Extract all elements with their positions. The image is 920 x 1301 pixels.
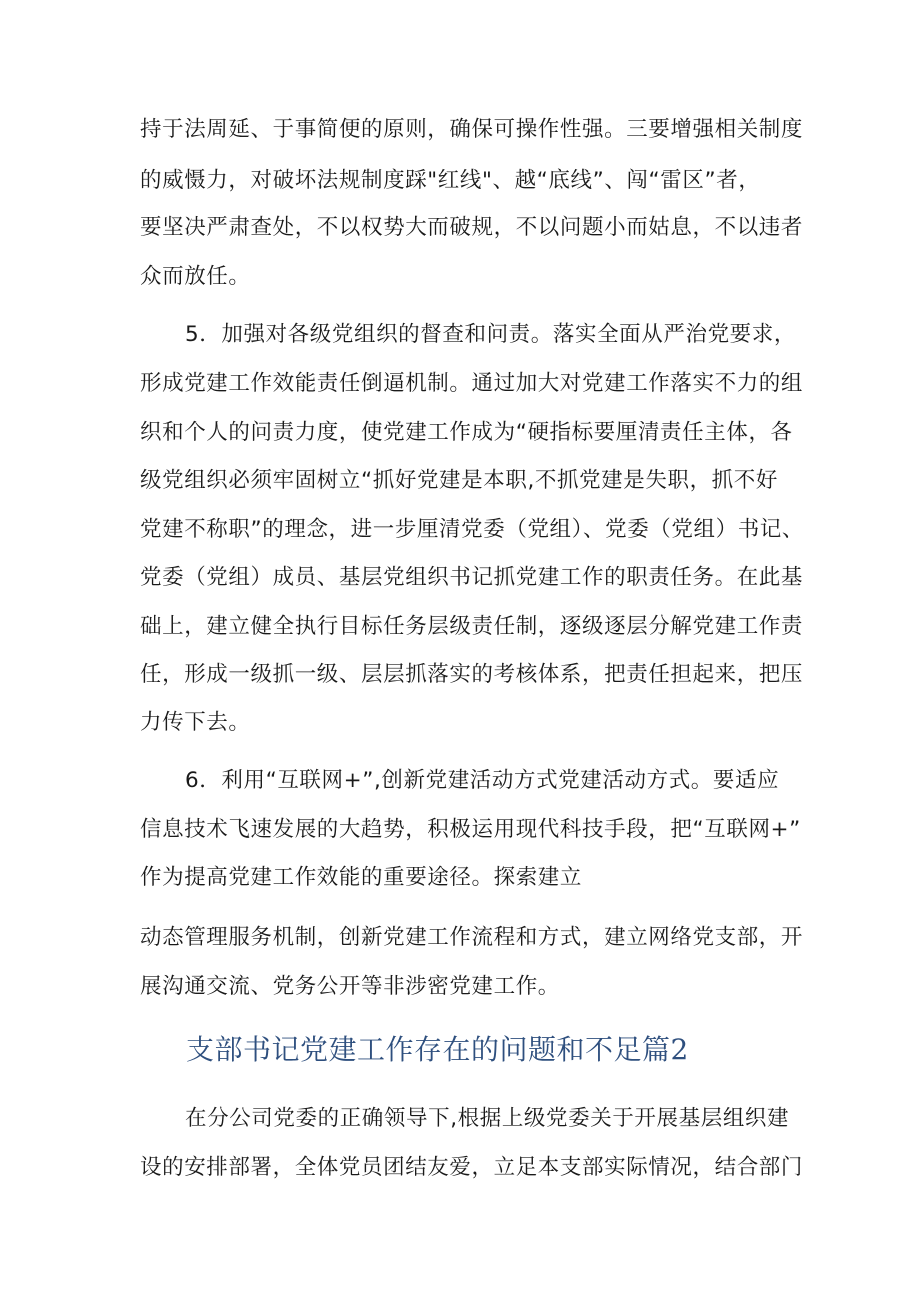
text-line: 5．加强对各级党组织的督查和问责。落实全面从严治党要求，: [185, 322, 796, 347]
text-line: 6．利用“互联网+”,创新党建活动方式党建活动方式。要适应: [185, 768, 780, 793]
text-line: 织和个人的问责力度，使党建工作成为“硬指标要厘清责任主体，各: [140, 420, 793, 445]
text-line: 设的安排部署，全体党员团结友爱，立足本支部实际情况，结合部门: [140, 1155, 804, 1180]
text-line: 级党组织必须牢固树立“抓好党建是本职,不抓党建是失职，抓不好: [140, 468, 778, 493]
text-line: 任，形成一级抓一级、层层抓落实的考核体系，把责任担起来，把压: [140, 662, 804, 687]
text-line: 要坚决严肃查处，不以权势大而破规，不以问题小而姑息，不以违者: [140, 215, 804, 240]
section-heading: 支部书记党建工作存在的问题和不足篇2: [186, 1033, 689, 1066]
text-line: 党建不称职”的理念，进一步厘清党委（党组）、党委（党组）书记、: [140, 517, 804, 542]
text-line: 动态管理服务机制，创新党建工作流程和方式，建立网络党支部，开: [140, 925, 804, 950]
text-line: 展沟通交流、党务公开等非涉密党建工作。: [140, 974, 560, 999]
text-line: 信息技术飞速发展的大趋势，积极运用现代科技手段，把“互联网+”: [140, 817, 801, 842]
text-line: 持于法周延、于事简便的原则，确保可操作性强。三要增强相关制度: [140, 117, 804, 142]
text-line: 础上，建立健全执行目标任务层级责任制，逐级逐层分解党建工作责: [140, 614, 804, 639]
text-line: 力传下去。: [140, 710, 251, 735]
text-line: 的威慑力，对破坏法规制度踩"红线"、越“底线”、闯“雷区”者，: [140, 168, 761, 193]
text-line: 在分公司党委的正确领导下,根据上级党委关于开展基层组织建: [185, 1106, 790, 1131]
text-line: 党委（党组）成员、基层党组织书记抓党建工作的职责任务。在此基: [140, 565, 804, 590]
text-line: 形成党建工作效能责任倒逼机制。通过加大对党建工作落实不力的组: [140, 371, 804, 396]
text-line: 作为提高党建工作效能的重要途径。探索建立: [140, 865, 583, 890]
text-line: 众而放任。: [140, 264, 251, 289]
